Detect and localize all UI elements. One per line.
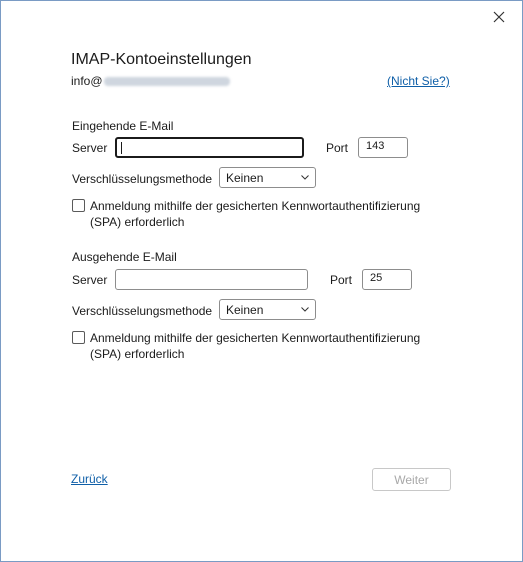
outgoing-server-label: Server: [72, 273, 108, 287]
outgoing-port-input[interactable]: [362, 269, 412, 290]
outgoing-spa-label: Anmeldung mithilfe der gesicherten Kennwortauthentifizierung (SPA) erforderlich: [90, 331, 421, 361]
incoming-heading: Eingehende E-Mail: [72, 119, 174, 133]
incoming-encryption-label: Verschlüsselungsmethode: [72, 172, 213, 186]
account-email: [71, 74, 230, 88]
outgoing-heading: Ausgehende E-Mail: [72, 250, 177, 264]
next-button[interactable]: Weiter: [372, 468, 451, 491]
outgoing-server-input[interactable]: [115, 269, 308, 290]
close-button[interactable]: [489, 7, 509, 27]
outgoing-spa-checkbox[interactable]: [72, 331, 85, 344]
outgoing-encryption-value: Keinen: [226, 302, 264, 317]
redacted-email-domain: [104, 77, 230, 86]
back-link[interactable]: Zurück: [71, 472, 108, 486]
incoming-encryption-value: Keinen: [226, 170, 264, 185]
account-email-prefix: info@: [71, 74, 103, 88]
close-icon: [493, 11, 505, 23]
not-you-link[interactable]: (Nicht Sie?): [387, 74, 450, 88]
text-caret: [121, 142, 122, 154]
chevron-down-icon: [301, 175, 309, 180]
incoming-port-value: 143: [366, 140, 385, 152]
outgoing-encryption-select[interactable]: [219, 299, 316, 320]
incoming-server-input[interactable]: [115, 137, 304, 158]
incoming-spa-checkbox[interactable]: [72, 199, 85, 212]
outgoing-encryption-label: Verschlüsselungsmethode: [72, 304, 213, 318]
dialog-title: IMAP-Kontoeinstellungen: [71, 51, 252, 68]
incoming-port-label: Port: [326, 141, 349, 155]
incoming-spa-label: Anmeldung mithilfe der gesicherten Kennwortauthentifizierung (SPA) erforderlich: [90, 199, 421, 229]
outgoing-port-label: Port: [330, 273, 353, 287]
outgoing-port-value: 25: [370, 272, 383, 284]
incoming-encryption-select[interactable]: [219, 167, 316, 188]
chevron-down-icon: [301, 307, 309, 312]
incoming-port-input[interactable]: [358, 137, 408, 158]
incoming-server-label: Server: [72, 141, 108, 155]
